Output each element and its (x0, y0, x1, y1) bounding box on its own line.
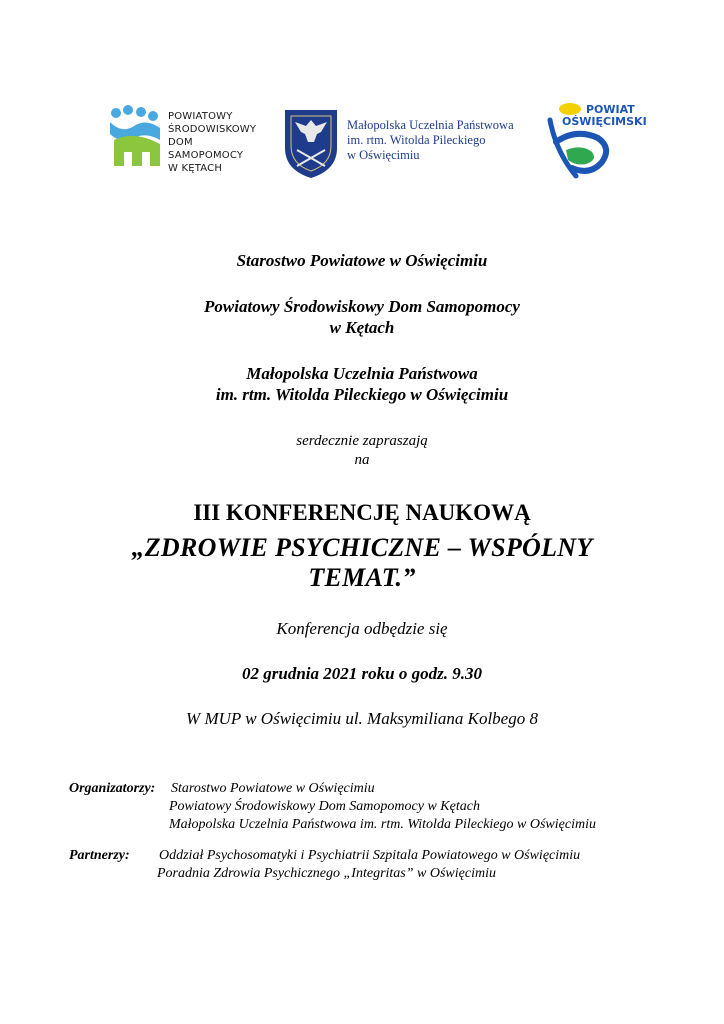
powiat-logo-text (562, 103, 647, 128)
organizers-label (69, 780, 155, 798)
organizer-item: Starostwo Powiatowe w Oświęcimiu (171, 781, 375, 796)
people-group-icon (108, 104, 164, 168)
conference-intro: Konferencja odbędzie się (276, 619, 448, 638)
logo-mup (283, 108, 528, 180)
mup-logo-line: im. rtm. Witolda Pileckiego (347, 133, 486, 147)
invite-na: na (354, 452, 370, 468)
conference-place: W MUP w Oświęcimiu ul. Maksymiliana Kolbego 8 (186, 709, 538, 728)
logo-powiat (546, 102, 647, 184)
host-psds-line2: w Kętach (329, 318, 395, 337)
conference-title: III KONFERENCJĘ NAUKOWĄ (193, 500, 531, 525)
partners-label-text: Partnerzy: (69, 848, 130, 863)
logo-psds (108, 104, 258, 174)
psds-logo-text (168, 110, 258, 175)
psds-logo-line: W KĘTACH (168, 163, 223, 174)
psds-logo-line: DOM SAMOPOMOCY (168, 137, 244, 161)
mup-logo-line: w Oświęcimiu (347, 148, 420, 162)
partners-label (69, 847, 130, 865)
psds-logo-line: ŚRODOWISKOWY (168, 124, 257, 135)
partner-item: Oddział Psychosomatyki i Psychiatrii Szpitala Powiatowego w Oświęcimiu (159, 848, 581, 863)
host-psds-line1: Powiatowy Środowiskowy Dom Samopomocy (204, 297, 520, 316)
organizer-item: Małopolska Uczelnia Państwowa im. rtm. Witolda Pileckiego w Oświęcimiu (169, 817, 596, 832)
powiat-logo-line: OŚWIĘCIMSKI (562, 115, 647, 128)
host-mup-line1: Małopolska Uczelnia Państwowa (246, 364, 478, 383)
partner-item: Poradnia Zdrowia Psychicznego „Integritas” w Oświęcimiu (157, 866, 496, 881)
partners-list (157, 847, 580, 883)
organizers-list (171, 780, 596, 834)
conference-theme-line2: TEMAT.” (308, 563, 416, 592)
mup-logo-line: Małopolska Uczelnia Państwowa (347, 118, 514, 132)
eagle-shield-crest-icon (283, 108, 339, 180)
powiat-logo-line: POWIAT (586, 103, 635, 116)
host-starostwo: Starostwo Powiatowe w Oświęcimiu (236, 251, 488, 270)
organizers-label-text: Organizatorzy: (69, 781, 156, 796)
host-mup-line2: im. rtm. Witolda Pileckiego w Oświęcimiu (215, 385, 509, 404)
invite-text: serdecznie zapraszają (296, 433, 428, 449)
mup-logo-text (347, 118, 514, 163)
psds-logo-line: POWIATOWY (168, 111, 233, 122)
conference-theme-line1: „ZDROWIE PSYCHICZNE – WSPÓLNY (131, 533, 593, 562)
conference-date: 02 grudnia 2021 roku o godz. 9.30 (242, 664, 482, 683)
organizer-item: Powiatowy Środowiskowy Dom Samopomocy w Kętach (169, 799, 480, 814)
